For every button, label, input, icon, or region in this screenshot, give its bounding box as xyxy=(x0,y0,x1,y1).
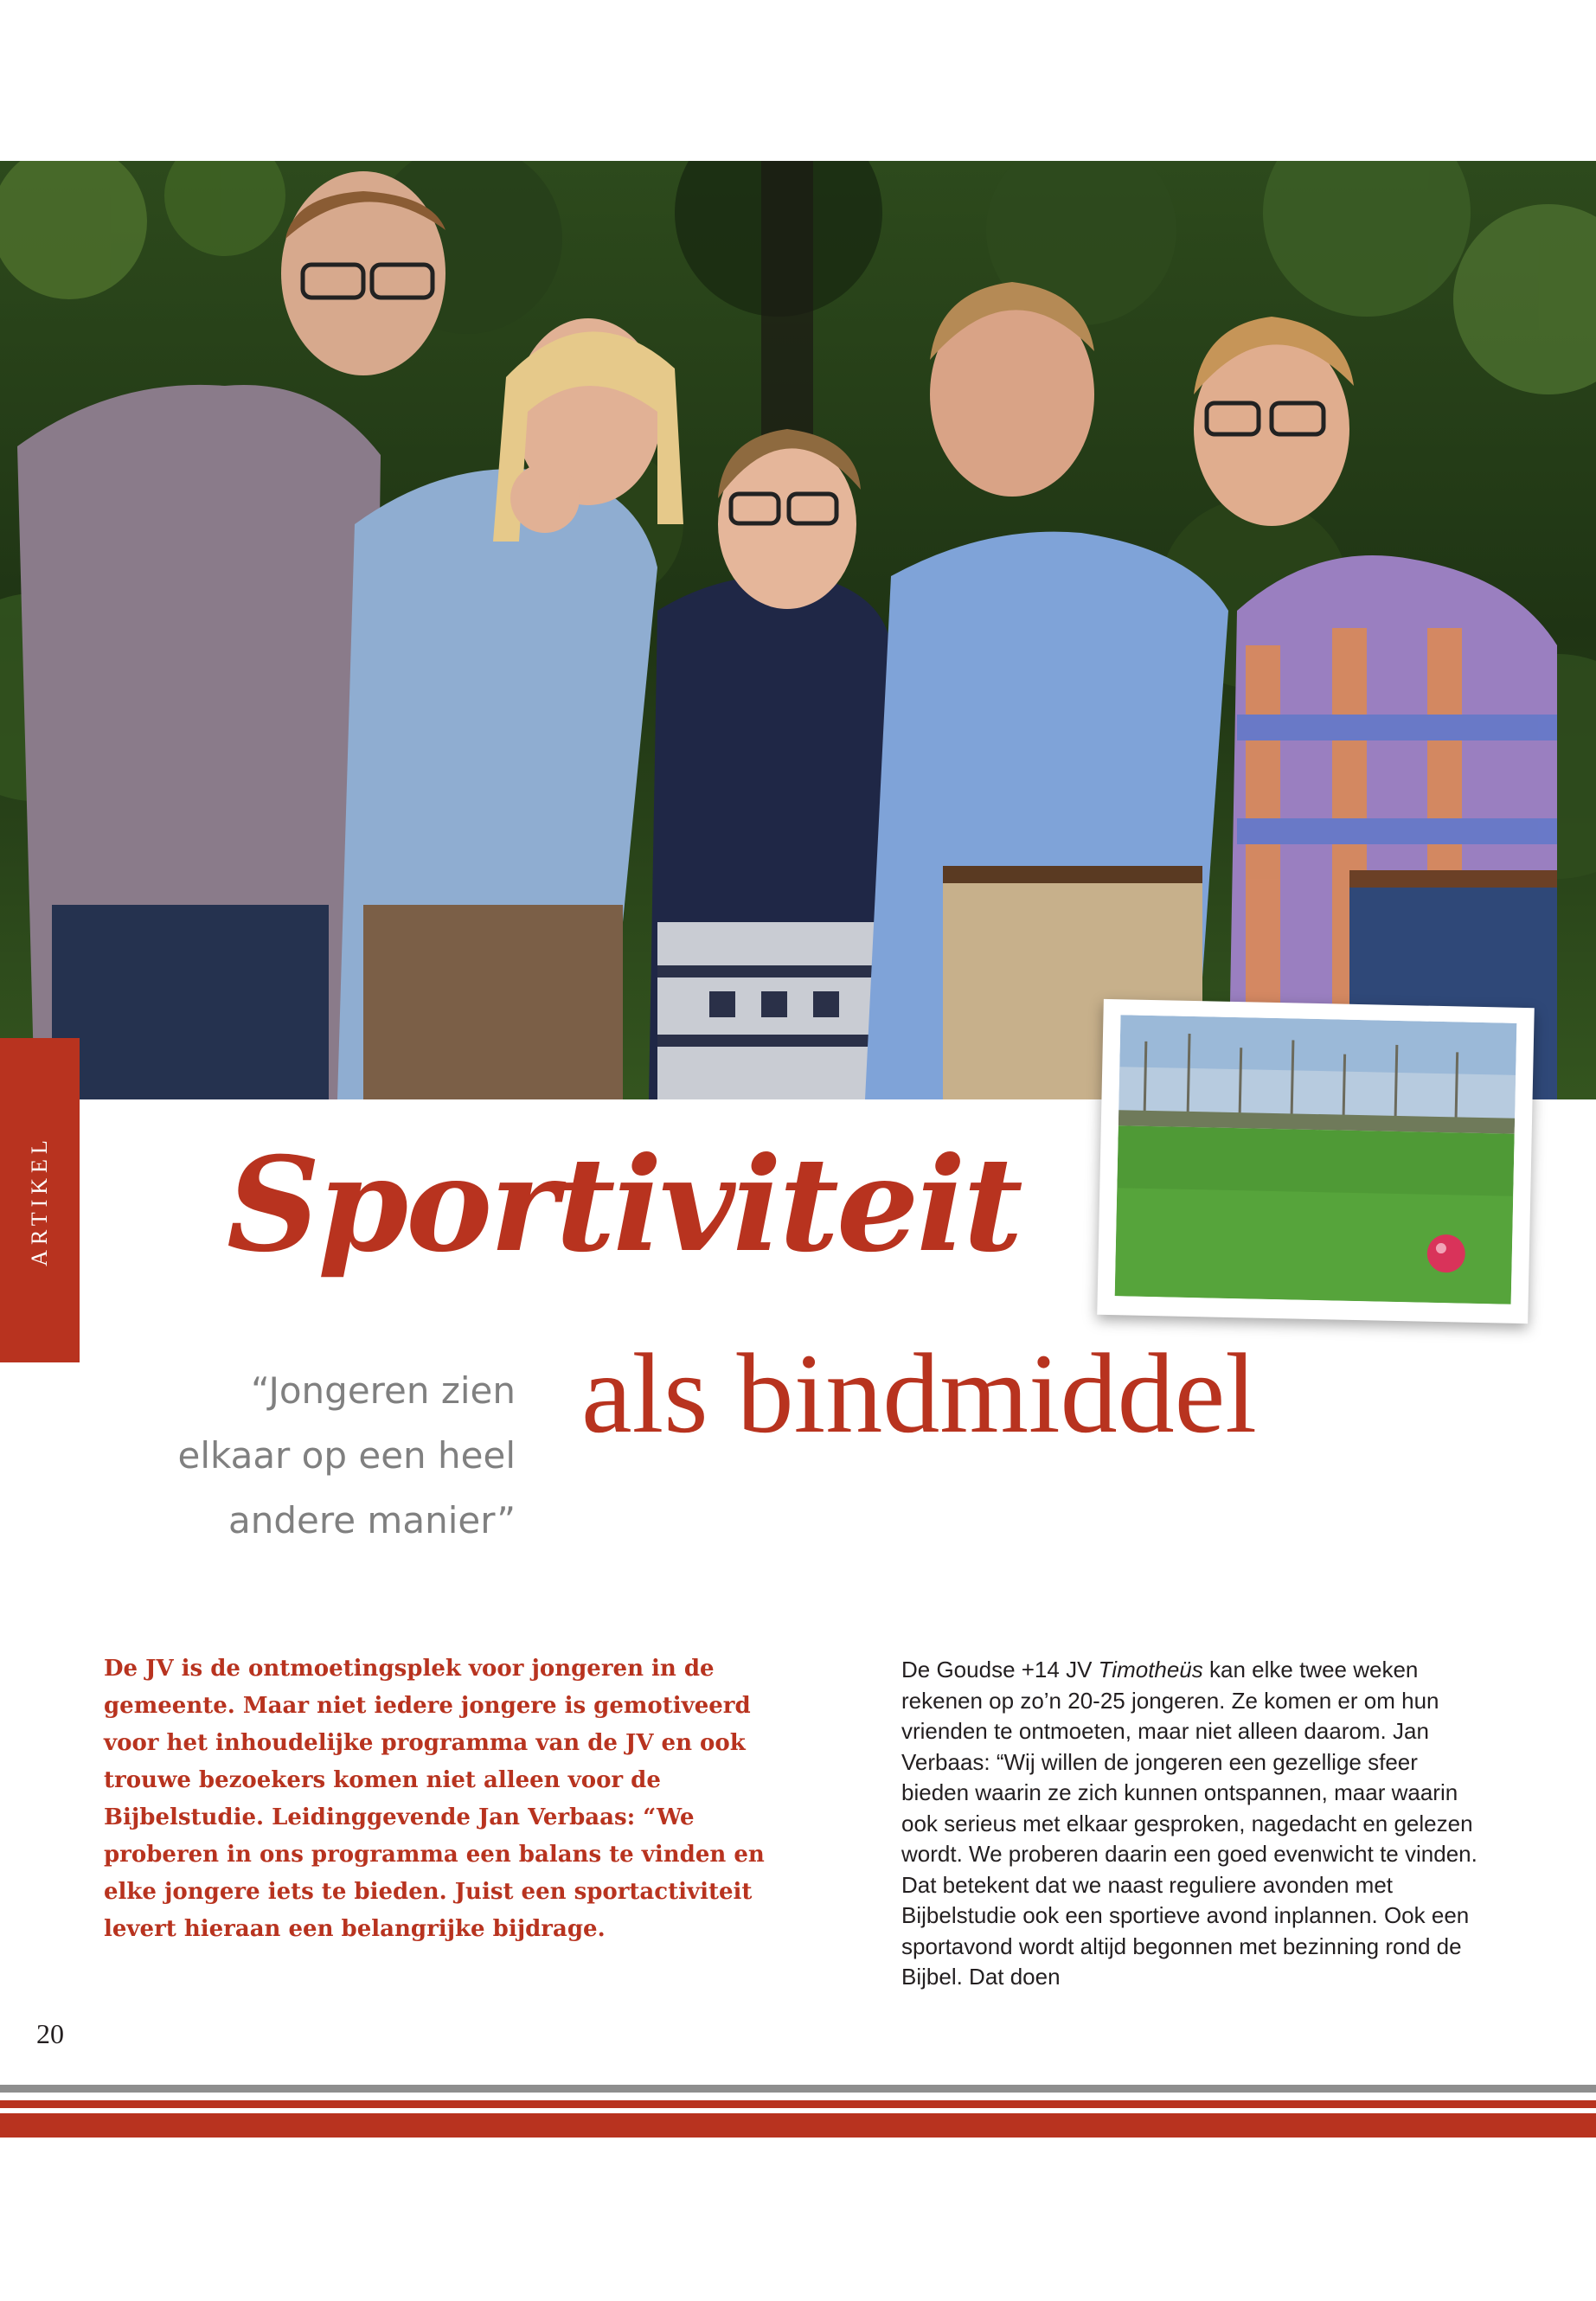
body-paragraph xyxy=(901,1655,1483,1993)
body-text-rest: kan elke twee weken rekenen op zo’n 20-25 jongeren. Ze komen er om hun vrienden te ontmoeten, maar niet alleen daarom. Jan Verbaas: “Wij willen de jongeren een gezellige sfeer bieden waarin ze zich kunnen ontspannen, maar waarin ook serieus met elkaar gesproken, nagedacht en gelezen wordt. We proberen daarin een goed evenwicht te vinden. Dat betekent dat we naast reguliere avonden met Bijbelstudie ook een sportieve avond inplannen. Ook een sportavond wordt altijd begonnen met bezinning rond de Bijbel. Dat doen xyxy=(901,1657,1477,1990)
pull-quote: “Jongeren zien elkaar op een heel andere manier” xyxy=(177,1369,516,1541)
article-title-script: Sportiviteit xyxy=(227,1129,1021,1281)
body-text-start: De Goudse +14 JV xyxy=(901,1657,1099,1682)
group-name: Timotheüs xyxy=(1098,1657,1203,1682)
section-tab xyxy=(0,1038,80,1362)
page-number: 20 xyxy=(36,2018,64,2049)
bottom-stripe-gray xyxy=(0,2085,1596,2093)
section-label: ARTIKEL xyxy=(27,1135,52,1266)
article-title-subtitle: als bindmiddel xyxy=(581,1330,1257,1457)
intro-paragraph: De JV is de ontmoetingsplek voor jongeren in de gemeente. Maar niet iedere jongere is gemotiveerd voor het inhoudelijke programma van de JV en ook trouwe bezoekers komen niet alleen voor de Bijbelstudie. Leidinggevende Jan Verbaas: “We proberen in ons programma een balans te vinden en elke jongere iets te bieden. Juist een sportactiviteit levert hieraan een belangrijke bijdrage. xyxy=(104,1656,765,1942)
inset-photo-frame xyxy=(1097,999,1535,1324)
bottom-stripe-red-thin xyxy=(0,2100,1596,2108)
bottom-stripe-red-thick xyxy=(0,2113,1596,2138)
inset-sports-field-photo xyxy=(1115,1015,1517,1304)
hero-group-photo xyxy=(0,161,1596,1099)
